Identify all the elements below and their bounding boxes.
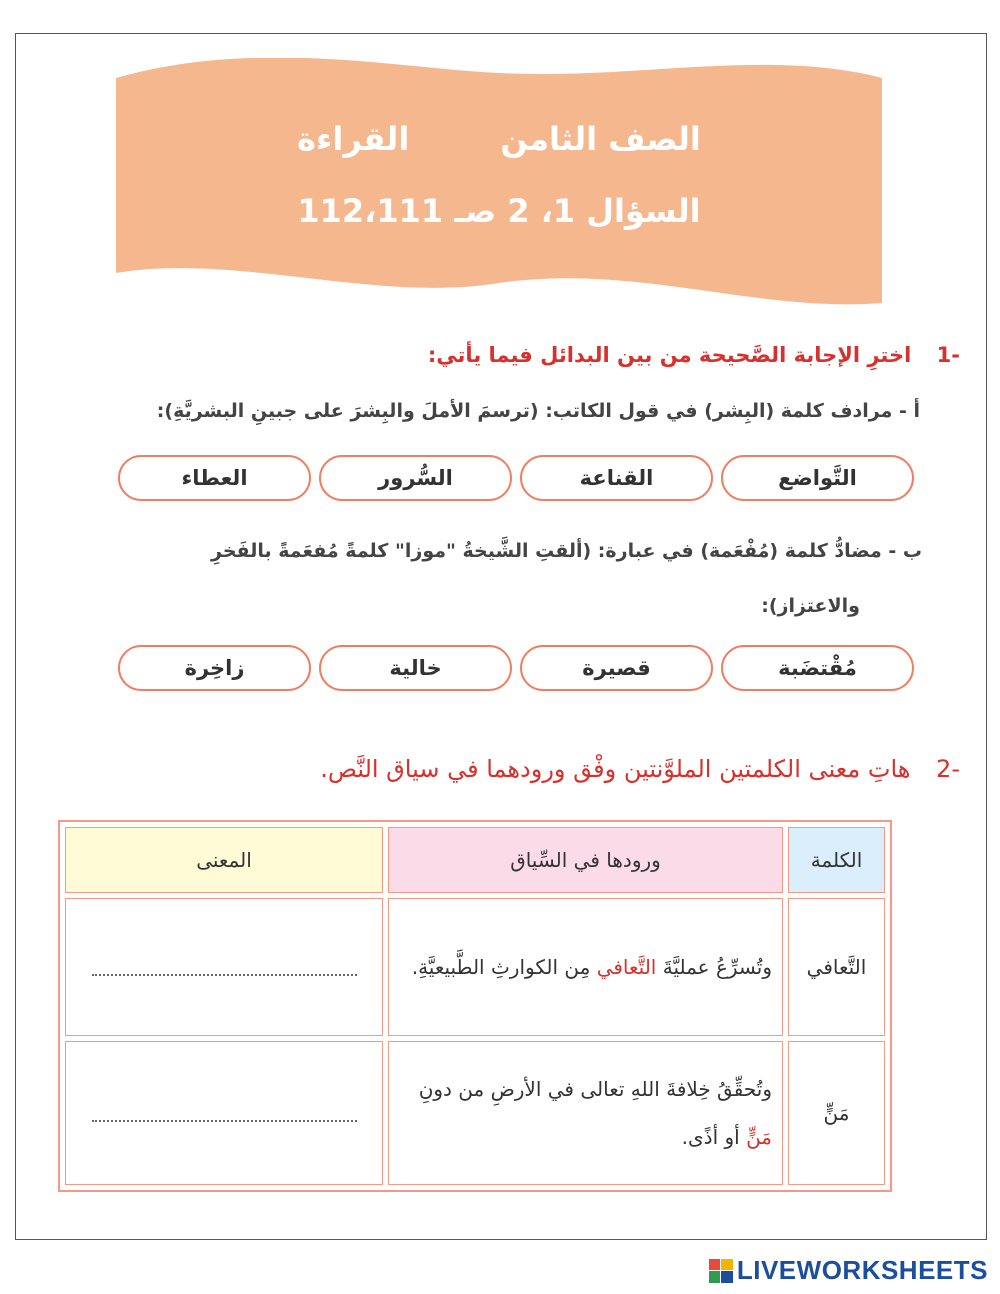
header-context: ورودها في السِّياق: [388, 827, 783, 893]
option-1a-2[interactable]: القناعة: [520, 455, 713, 501]
row1-context-after: مِن الكوارثِ الطَّبيعيَّةِ.: [411, 955, 597, 979]
title-banner: [116, 58, 882, 308]
liveworksheets-icon: [709, 1259, 733, 1283]
table-row: [65, 898, 885, 1036]
answer-blank-1[interactable]: [92, 954, 357, 976]
table-row: [65, 1041, 885, 1185]
question-1b-options: [118, 645, 914, 693]
question-1a-prompt: أ - مرادف كلمة (البِشر) في قول الكاتب: (ترسمَ الأملَ والبِشرَ على جبينِ البشريَّةِ):: [156, 400, 920, 422]
banner-title-line: [116, 120, 882, 158]
row2-context-highlight: مَنٍّ: [746, 1125, 772, 1149]
row2-word: مَنٍّ: [788, 1041, 885, 1185]
question-1a-options: [118, 455, 914, 503]
option-1a-3[interactable]: السُّرور: [319, 455, 512, 501]
question-reference: السؤال 1، 2 صـ 112،111: [297, 192, 701, 230]
row1-context-before: وتُسرِّعُ عمليَّةَ: [656, 955, 772, 979]
row2-context-after: أو أذًى.: [681, 1125, 747, 1149]
row1-word: التَّعافي: [788, 898, 885, 1036]
question-1-heading: [428, 343, 960, 367]
option-1b-3[interactable]: خالية: [319, 645, 512, 691]
vocabulary-table: [58, 820, 892, 1192]
question-1b-prompt-line2: والاعتزاز):: [761, 595, 860, 617]
answer-blank-2[interactable]: [92, 1100, 357, 1122]
question-2-instruction: هاتِ معنى الكلمتين الملوَّنتين وفْق ورودهما في سياق النَّص.: [320, 755, 911, 783]
table-header-row: [65, 827, 885, 893]
option-1b-4[interactable]: زاخِرة: [118, 645, 311, 691]
option-1b-2[interactable]: قصيرة: [520, 645, 713, 691]
question-1-number: -1: [936, 343, 960, 367]
question-2-heading: [320, 755, 960, 783]
option-1a-4[interactable]: العطاء: [118, 455, 311, 501]
liveworksheets-logo: [709, 1255, 988, 1286]
question-2-number: -2: [936, 755, 960, 783]
header-meaning: المعنى: [65, 827, 383, 893]
question-1-instruction: اخترِ الإجابة الصَّحيحة من بين البدائل فيما يأتي:: [427, 343, 912, 367]
option-1b-1[interactable]: مُقْتضَبة: [721, 645, 914, 691]
row2-context-before: وتُحقِّقُ خِلافةَ اللهِ تعالى في الأرضِ من دونِ: [418, 1077, 772, 1101]
row1-meaning-answer[interactable]: [65, 898, 383, 1036]
question-1b-prompt-line1: ب - مضادُّ كلمة (مُفْعَمة) في عبارة: (ألقتِ الشَّيخةُ "موزا" كلمةً مُفعَمةً بالفَخرِ: [211, 540, 922, 562]
subject-title: القراءة: [297, 120, 410, 158]
brand-name: LIVEWORKSHEETS: [736, 1255, 988, 1285]
row2-meaning-answer[interactable]: [65, 1041, 383, 1185]
header-word: الكلمة: [788, 827, 885, 893]
row2-context: [388, 1041, 783, 1185]
row1-context-highlight: التَّعافي: [596, 955, 657, 979]
row1-context: [388, 898, 783, 1036]
grade-title: الصف الثامن: [500, 120, 701, 158]
option-1a-1[interactable]: التَّواضع: [721, 455, 914, 501]
